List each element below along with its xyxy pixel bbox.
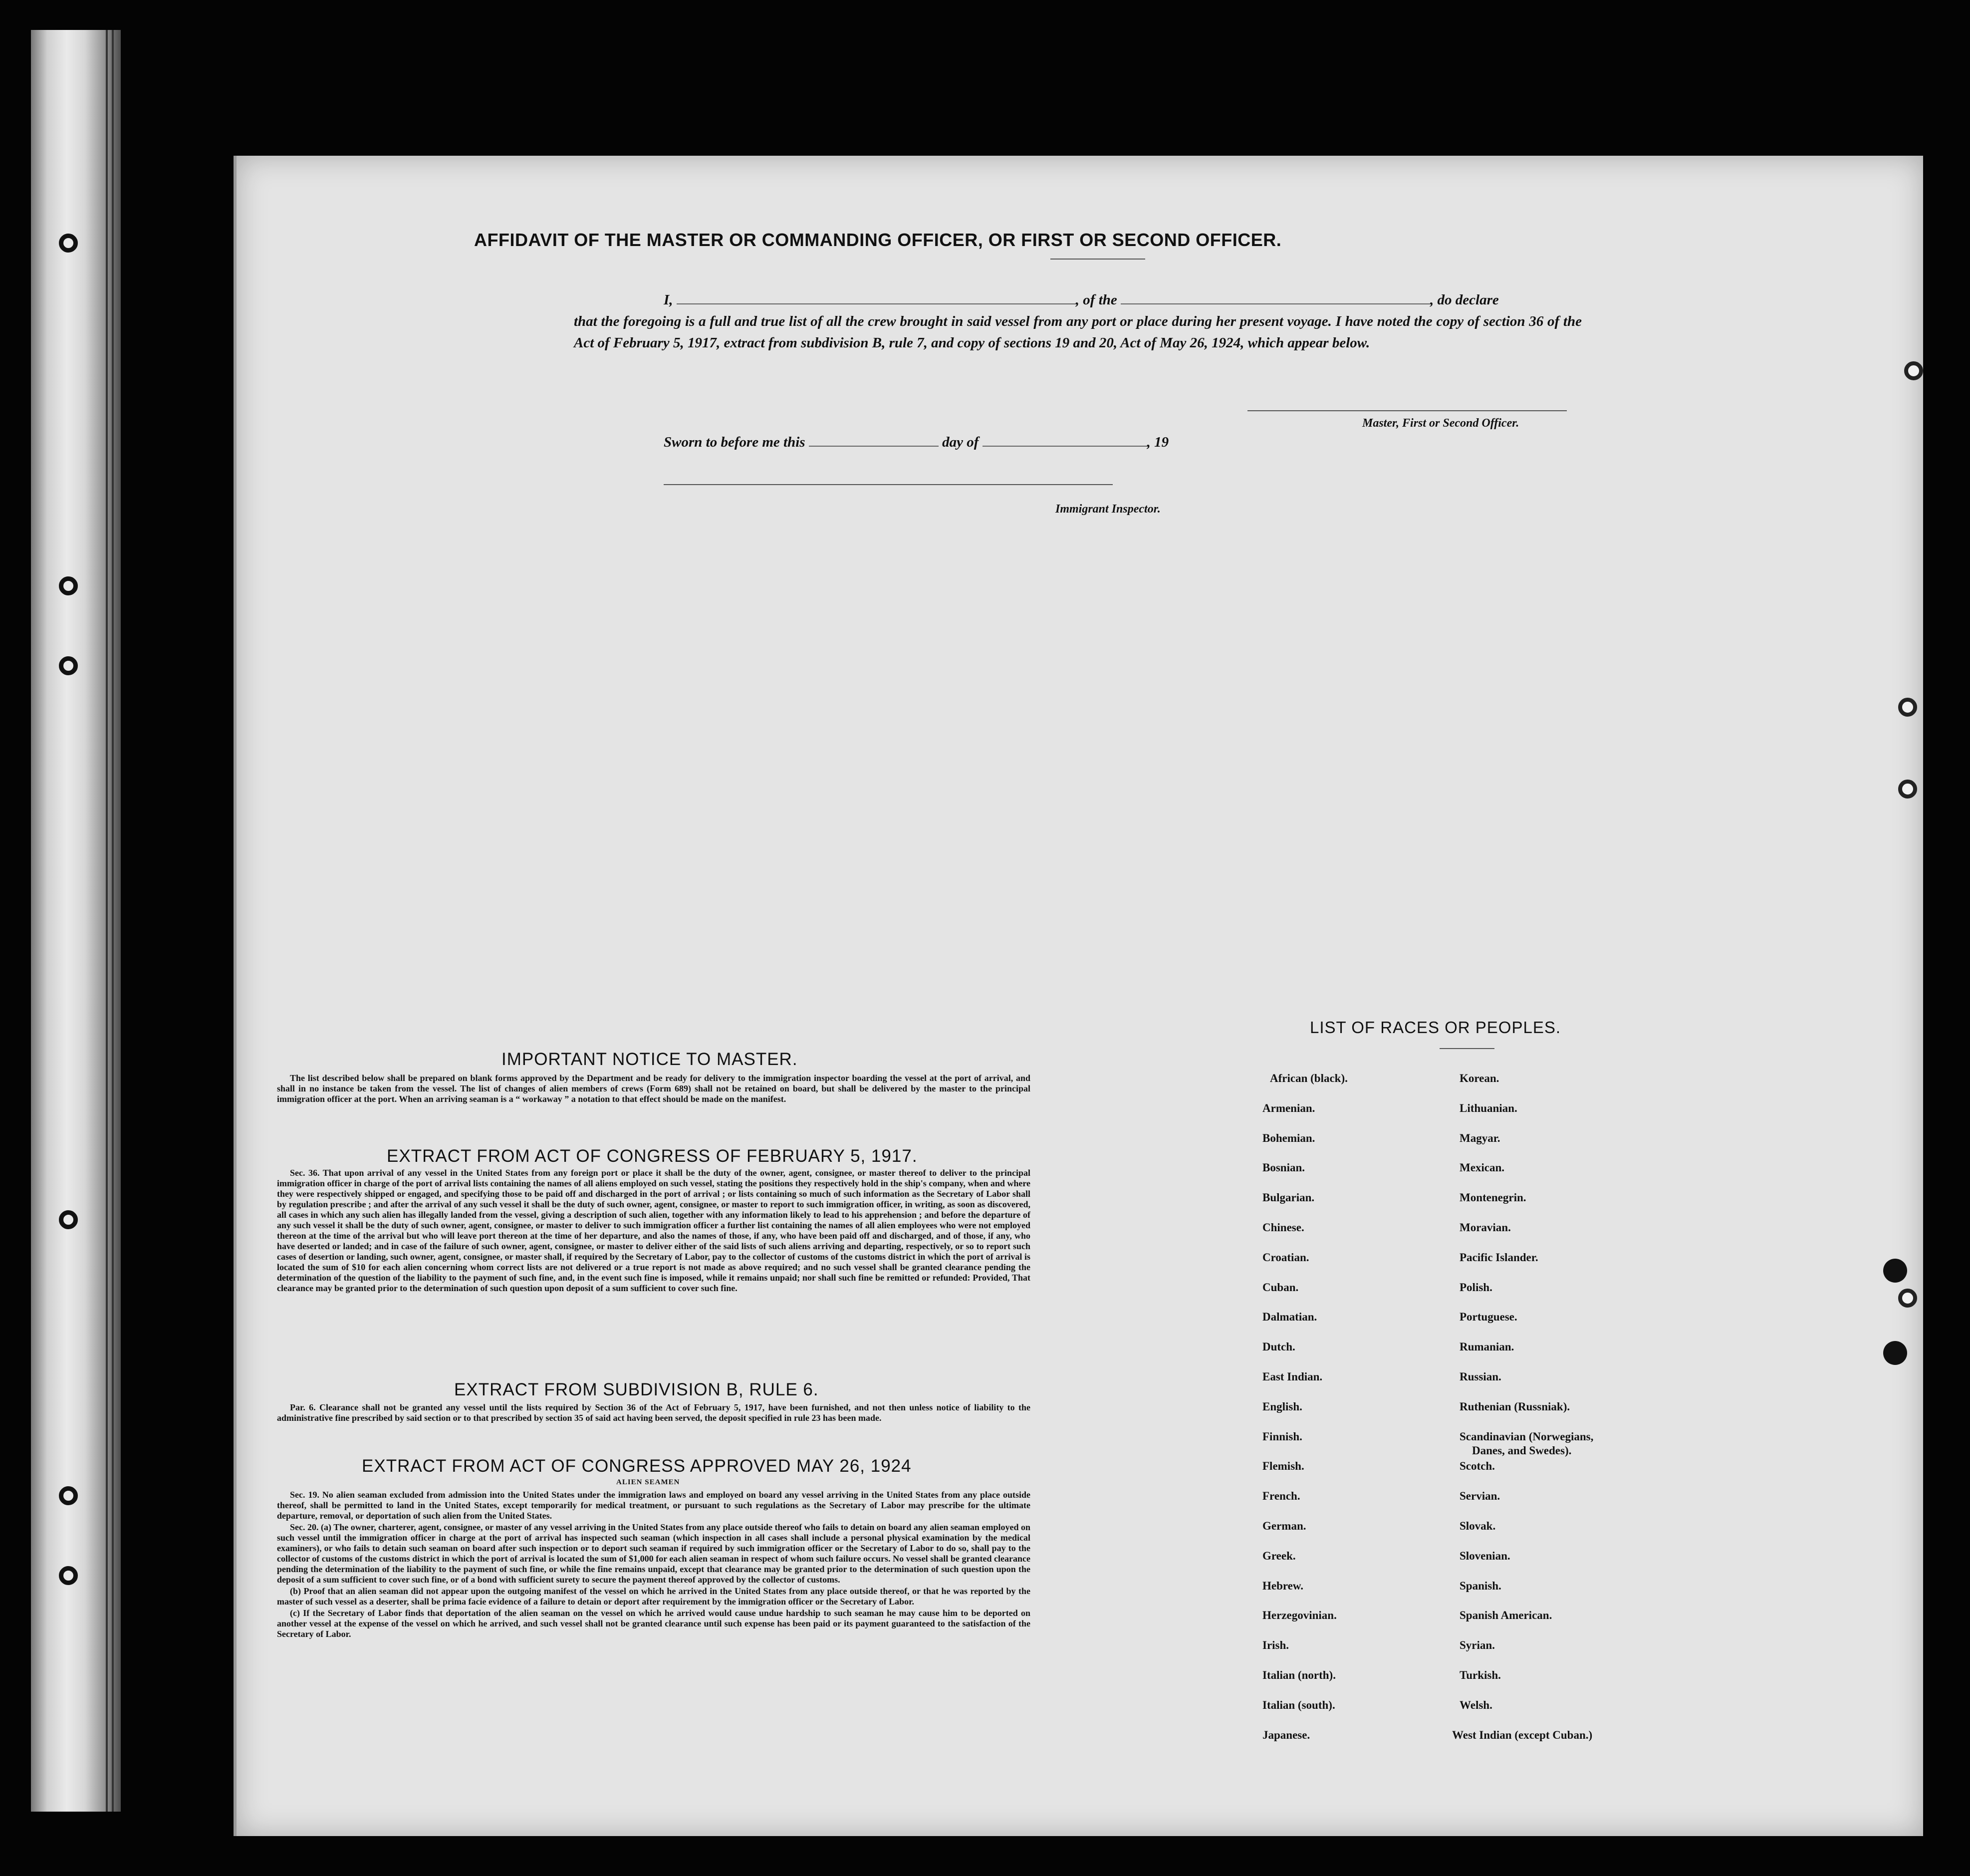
- race-item: Finnish.: [1262, 1430, 1302, 1443]
- race-item: Armenian.: [1262, 1101, 1315, 1114]
- punch-hole: [59, 1566, 78, 1585]
- extract-1917-body: [277, 1168, 1030, 1295]
- affidavit-i: I,: [664, 292, 673, 308]
- binding-fold: [112, 30, 114, 1812]
- race-item: Scotch.: [1460, 1460, 1495, 1473]
- sworn-line: [664, 434, 1169, 451]
- race-item: Turkish.: [1460, 1669, 1501, 1681]
- race-item: Japanese.: [1262, 1728, 1310, 1741]
- race-item: Irish.: [1262, 1639, 1289, 1652]
- race-item: Syrian.: [1460, 1639, 1495, 1652]
- notice-paragraph: The list described below shall be prepared on blank forms approved by the Department and be ready for delivery to the immigration inspector boarding the vessel at the port of arrival, and shall in no instance be taken from the vessel. The list of changes of alien members of crews (Form 689) shall not be retained on board, but shall be delivered by the master to the principal immigration officer at the port. When an arriving seaman is a “ workaway ” a notation to that effect should be made on the manifest.: [277, 1073, 1030, 1104]
- race-item: Lithuanian.: [1460, 1101, 1517, 1114]
- affidavit-body: [574, 289, 1582, 354]
- race-item: Italian (south).: [1262, 1698, 1335, 1711]
- race-item: Russian.: [1460, 1370, 1501, 1383]
- race-item: Mexican.: [1460, 1161, 1505, 1174]
- race-item: Greek.: [1262, 1549, 1296, 1562]
- punch-hole: [59, 1486, 78, 1505]
- races-title: LIST OF RACES OR PEOPLES.: [1310, 1018, 1561, 1037]
- affidavit-of-the: , of the: [1075, 292, 1117, 308]
- races-title-underline: [1440, 1048, 1494, 1049]
- race-item: East Indian.: [1262, 1370, 1323, 1383]
- race-item: Croatian.: [1262, 1251, 1309, 1264]
- alien-seamen-subtitle: ALIEN SEAMEN: [616, 1478, 680, 1486]
- extract-1924-title: EXTRACT FROM ACT OF CONGRESS APPROVED MAY 26, 1924: [362, 1456, 912, 1476]
- sworn-day-blank[interactable]: [809, 436, 939, 447]
- punch-hole: [59, 1210, 78, 1229]
- race-item: Korean.: [1460, 1072, 1499, 1084]
- binding-strip: [31, 30, 121, 1812]
- paragraph-6: Par. 6. Clearance shall not be granted any vessel until the lists required by Section 36 of the Act of February 5, 1917, have been furnished, and not then unless notice of liability to the administrative fine prescribed by said section or to that prescribed by section 35 of said act having been served, the deposit specified in rule 23 has been made.: [277, 1402, 1030, 1423]
- extract-rule6-body: [277, 1402, 1030, 1424]
- race-item: English.: [1262, 1400, 1302, 1413]
- race-item: Bulgarian.: [1262, 1191, 1315, 1204]
- race-item: Spanish.: [1460, 1579, 1501, 1592]
- sworn-prefix: Sworn to before me this: [664, 434, 805, 450]
- race-item: Moravian.: [1460, 1221, 1511, 1234]
- notice-title: IMPORTANT NOTICE TO MASTER.: [501, 1050, 798, 1069]
- inspector-label: Immigrant Inspector.: [1055, 503, 1161, 516]
- sworn-day-of: day of: [942, 434, 979, 450]
- race-item: Spanish American.: [1460, 1609, 1552, 1622]
- punch-hole: [59, 576, 78, 595]
- race-item: Danes, and Swedes).: [1472, 1444, 1572, 1457]
- race-item: Bosnian.: [1262, 1161, 1305, 1174]
- race-item: Bohemian.: [1262, 1131, 1315, 1144]
- section-36: Sec. 36. That upon arrival of any vessel in the United States from any foreign port or place it shall be the duty of the owner, agent, consignee, or master thereof to deliver to the principal immigration officer in charge of the port of arrival lists containing the names of all aliens employed on such vessel, stating the positions they respectively hold in the ship's company, when and where they were respectively shipped or engaged, and specifying those to be paid off and discharged in the port of arrival ; or lists containing so much of such information as the Secretary of Labor shall by regulation prescribe ; and after the arrival of any such vessel it shall be the duty of such owner, agent, consignee, or master to report to such immigration officer, in writing, as soon as discovered, all cases in which any such alien has illegally landed from the vessel, giving a description of such alien, together with any information likely to lead to his apprehension ; and before the departure of any such vessel it shall be the duty of such owner, agent, consignee, or master to deliver to such immigration officer a further list containing the names of all alien employees who were not employed thereon at the time of the arrival but who will leave port thereon at the time of her departure, and also the names of those, if any, who have been paid off and discharged, and of those, if any, who have deserted or landed; and in case of the failure of such owner, agent, consignee, or master to deliver either of the said lists of such aliens arriving and departing, respectively, or so to report such cases of desertion or landing, such owner, agent, consignee, or master shall, if required by the Secretary of Labor, pay to the collector of customs of the customs district in which the port of arrival is located the sum of $10 for each alien concerning whom correct lists are not delivered or a true report is not made as above required; and no such vessel shall be granted clearance pending the determination of the question of the liability to the payment of such fine, and, in the event such fine is imposed, while it remains unpaid; nor shall such fine be remitted or refunded: Provided, That clearance may be granted prior to the determination of such question upon deposit of a sum sufficient to cover such fine.: [277, 1168, 1031, 1293]
- section-20a: Sec. 20. (a) The owner, charterer, agent, consignee, or master of any vessel arriving in the United States from any place outside thereof who fails to detain on board any alien seaman employed on such vessel until the immigration officer in charge at the port of arrival has inspected such seaman (which inspection in all cases shall include a personal physical examination by the medical examiners), or who fails to detain such seaman on board after such inspection or to deport such seaman if required by such immigration officer or the Secretary of Labor to do so, shall pay to the collector of customs of the customs district in which the port of arrival is located the sum of $1,000 for each alien seaman in respect of whom such failure occurs. No vessel shall be granted clearance pending the determination of the liability to the payment of such fine, or while the fine remains unpaid, except that clearance may be granted prior to the determination of such question upon the deposit of a sum sufficient to cover such fine, or of a bond with sufficient surety to secure the payment thereof approved by the collector of customs.: [277, 1522, 1030, 1585]
- race-item: Ruthenian (Russniak).: [1460, 1400, 1570, 1413]
- race-item: Cuban.: [1262, 1281, 1299, 1294]
- race-item: Montenegrin.: [1460, 1191, 1526, 1204]
- extract-1924-body: [277, 1490, 1030, 1640]
- race-item: African (black).: [1270, 1072, 1348, 1084]
- punch-hole: [59, 656, 78, 675]
- race-item: Dalmatian.: [1262, 1311, 1317, 1324]
- race-item: German.: [1262, 1520, 1306, 1532]
- race-item: Slovak.: [1460, 1520, 1496, 1532]
- sworn-year: , 19: [1147, 434, 1169, 450]
- punch-hole: [1883, 1341, 1907, 1365]
- punch-hole: [1898, 698, 1917, 717]
- race-item: Scandinavian (Norwegians,: [1460, 1430, 1594, 1443]
- inspector-signature-line: [664, 484, 1113, 485]
- section-20c: (c) If the Secretary of Labor finds that deportation of the alien seaman on the vessel on which he arrived would cause undue hardship to such seaman he may cause him to be deported on another vessel at the expense of the vessel on which he arrived, and such vessel shall not be granted clearance until such expense has been paid or its payment guaranteed to the satisfaction of the Secretary of Labor.: [277, 1608, 1030, 1639]
- race-item: French.: [1262, 1490, 1300, 1503]
- affidavit-declaration: that the foregoing is a full and true list of all the crew brought in said vessel from any port or place during her present voyage. I have noted the copy of section 36 of the Act of February 5, 1917, extract from subdivision B, rule 7, and copy of sections 19 and 20, Act of May 26, 1924, which appear below.: [574, 313, 1582, 351]
- punch-hole: [1904, 361, 1923, 380]
- affidavit-declare: , do declare: [1430, 292, 1499, 308]
- affidavit-title: AFFIDAVIT OF THE MASTER OR COMMANDING OFFICER, OR FIRST OR SECOND OFFICER.: [474, 230, 1282, 250]
- race-item: Servian.: [1460, 1490, 1500, 1503]
- race-item: Hebrew.: [1262, 1579, 1303, 1592]
- race-item: Flemish.: [1262, 1460, 1304, 1473]
- race-item: Rumanian.: [1460, 1340, 1514, 1353]
- race-item: Pacific Islander.: [1460, 1251, 1538, 1264]
- punch-hole: [1898, 1289, 1917, 1308]
- vessel-blank[interactable]: [1121, 293, 1430, 304]
- binding-fold: [106, 30, 108, 1812]
- notice-body: [277, 1073, 1030, 1105]
- title-underline: [1050, 259, 1145, 260]
- race-item: Italian (north).: [1262, 1669, 1336, 1681]
- race-item: Chinese.: [1262, 1221, 1304, 1234]
- sworn-month-blank[interactable]: [983, 436, 1147, 447]
- race-item: Welsh.: [1460, 1698, 1492, 1711]
- race-item: Slovenian.: [1460, 1549, 1510, 1562]
- extract-1917-title: EXTRACT FROM ACT OF CONGRESS OF FEBRUARY 5, 1917.: [387, 1146, 918, 1166]
- punch-hole: [1898, 780, 1917, 799]
- master-signature-label: Master, First or Second Officer.: [1362, 417, 1519, 430]
- section-20b: (b) Proof that an alien seaman did not appear upon the outgoing manifest of the vessel on which he arrived in the United States from any place outside thereof, or that he was reported by the master of such vessel as a deserter, shall be prima facie evidence of a failure to detain or deport after requirement by the immigration officer or the Secretary of Labor.: [277, 1586, 1030, 1607]
- punch-hole: [1883, 1259, 1907, 1283]
- race-item: West Indian (except Cuban.): [1452, 1728, 1593, 1741]
- race-item: Polish.: [1460, 1281, 1492, 1294]
- name-blank[interactable]: [677, 293, 1076, 304]
- extract-rule6-title: EXTRACT FROM SUBDIVISION B, RULE 6.: [454, 1380, 819, 1399]
- section-19: Sec. 19. No alien seaman excluded from admission into the United States under the immigration laws and employed on board any vessel arriving in the United States from any place outside thereof, shall be permitted to land in the United States, except temporarily for medical treatment, or pursuant to such regulations as the Secretary of Labor may prescribe for the ultimate departure, removal, or deportation of such alien from the United States.: [277, 1490, 1030, 1521]
- race-item: Magyar.: [1460, 1131, 1500, 1144]
- race-item: Dutch.: [1262, 1340, 1295, 1353]
- race-item: Herzegovinian.: [1262, 1609, 1337, 1622]
- race-item: Portuguese.: [1460, 1311, 1517, 1324]
- punch-hole: [59, 234, 78, 253]
- signature-line: [1247, 410, 1567, 411]
